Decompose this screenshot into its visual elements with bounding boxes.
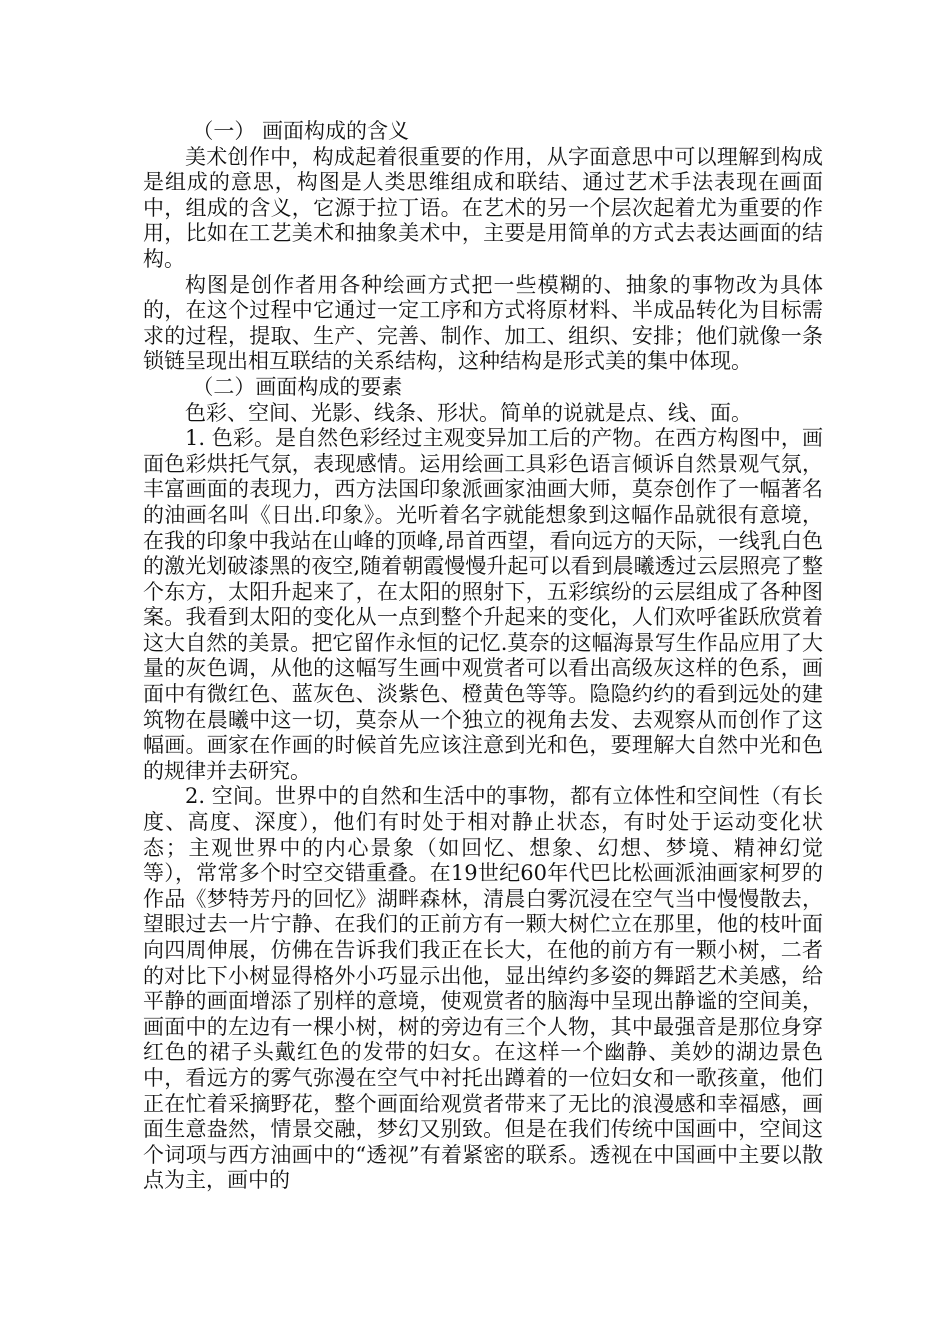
paragraph-color: 1. 色彩。是自然色彩经过主观变异加工后的产物。在西方构图中，画面色彩烘托气氛，表现感情。运用绘画工具彩色语言倾诉自然景观气氛，丰富画面的表现力，西方法国印象派画家油画大师，莫奈创作了一幅著名的油画名叫《日出.印象》。光听着名字就能想象到这幅作品就很有意境，在我的印象中我站在山峰的顶峰,昂首西望，看向远方的天际，一线乳白色的激光划破漆黑的夜空,随着朝霞慢慢升起可以看到晨曦透过云层照亮了整个东方，太阳升起来了，在太阳的照射下，五彩缤纷的云层组成了各种图案。我看到太阳的变化从一点到整个升起来的变化，人们欢呼雀跃欣赏着这大自然的美景。把它留作永恒的记忆.莫奈的这幅海景写生作品应用了大量的灰色调，从他的这幅写生画中观赏者可以看出高级灰这样的色系，画面中有微红色、蓝灰色、淡紫色、橙黄色等等。隐隐约约的看到远处的建筑物在晨曦中这一切，莫奈从一个独立的视角去发、去观察从而创作了这幅画。画家在作画的时候首先应该注意到光和色，要理解大自然中光和色的规律并去研究。 [143,426,823,783]
paragraph-1: 美术创作中，构成起着很重要的作用，从字面意思中可以理解到构成是组成的意思，构图是人类思维组成和联结、通过艺术手法表现在画面中，组成的含义，它源于拉丁语。在艺术的另一个层次起着尤为重要的作用，比如在工艺美术和抽象美术中，主要是用简单的方式去表达画面的结构。 [143,144,823,271]
paragraph-2: 构图是创作者用各种绘画方式把一些模糊的、抽象的事物改为具体的，在这个过程中它通过一定工序和方式将原材料、半成品转化为目标需求的过程，提取、生产、完善、制作、加工、组织、安排；他们就像一条锁链呈现出相互联结的关系结构，这种结构是形式美的集中体现。 [143,272,823,374]
paragraph-space: 2. 空间。世界中的自然和生活中的事物，都有立体性和空间性（有长度、高度、深度），他们有时处于相对静止状态，有时处于运动变化状态；主观世界中的内心景象（如回忆、想象、幻想、梦境、精神幻觉等），常常多个时空交错重叠。在19世纪60年代巴比松画派油画家柯罗的作品《梦特芳丹的回忆》湖畔森林，清晨白雾沉浸在空气当中慢慢散去，望眼过去一片宁静、在我们的正前方有一颗大树伫立在那里，他的枝叶面向四周伸展，仿佛在告诉我们我正在长大，在他的前方有一颗小树，二者的对比下小树显得格外小巧显示出他，显出绰约多姿的舞蹈艺术美感，给平静的画面增添了别样的意境，使观赏者的脑海中呈现出静谧的空间美，画面中的左边有一棵小树，树的旁边有三个人物，其中最强音是那位身穿红色的裙子头戴红色的发带的妇女。在这样一个幽静、美妙的湖边景色中，看远方的雾气弥漫在空气中衬托出蹲着的一位妇女和一歌孩童，他们正在忙着采摘野花，整个画面给观赏者带来了无比的浪漫感和幸福感，画面生意盎然，情景交融，梦幻又别致。但是在我们传统中国画中，空间这个词项与西方油画中的“透视”有着紧密的联系。透视在中国画中主要以散点为主，画中的 [143,784,823,1193]
paragraph-3: 色彩、空间、光影、线条、形状。简单的说就是点、线、面。 [185,400,752,425]
document-body [143,119,823,1194]
section-heading-2: （二）画面构成的要素 [192,374,403,399]
section-heading-1: （一） 画面构成的含义 [192,119,410,143]
